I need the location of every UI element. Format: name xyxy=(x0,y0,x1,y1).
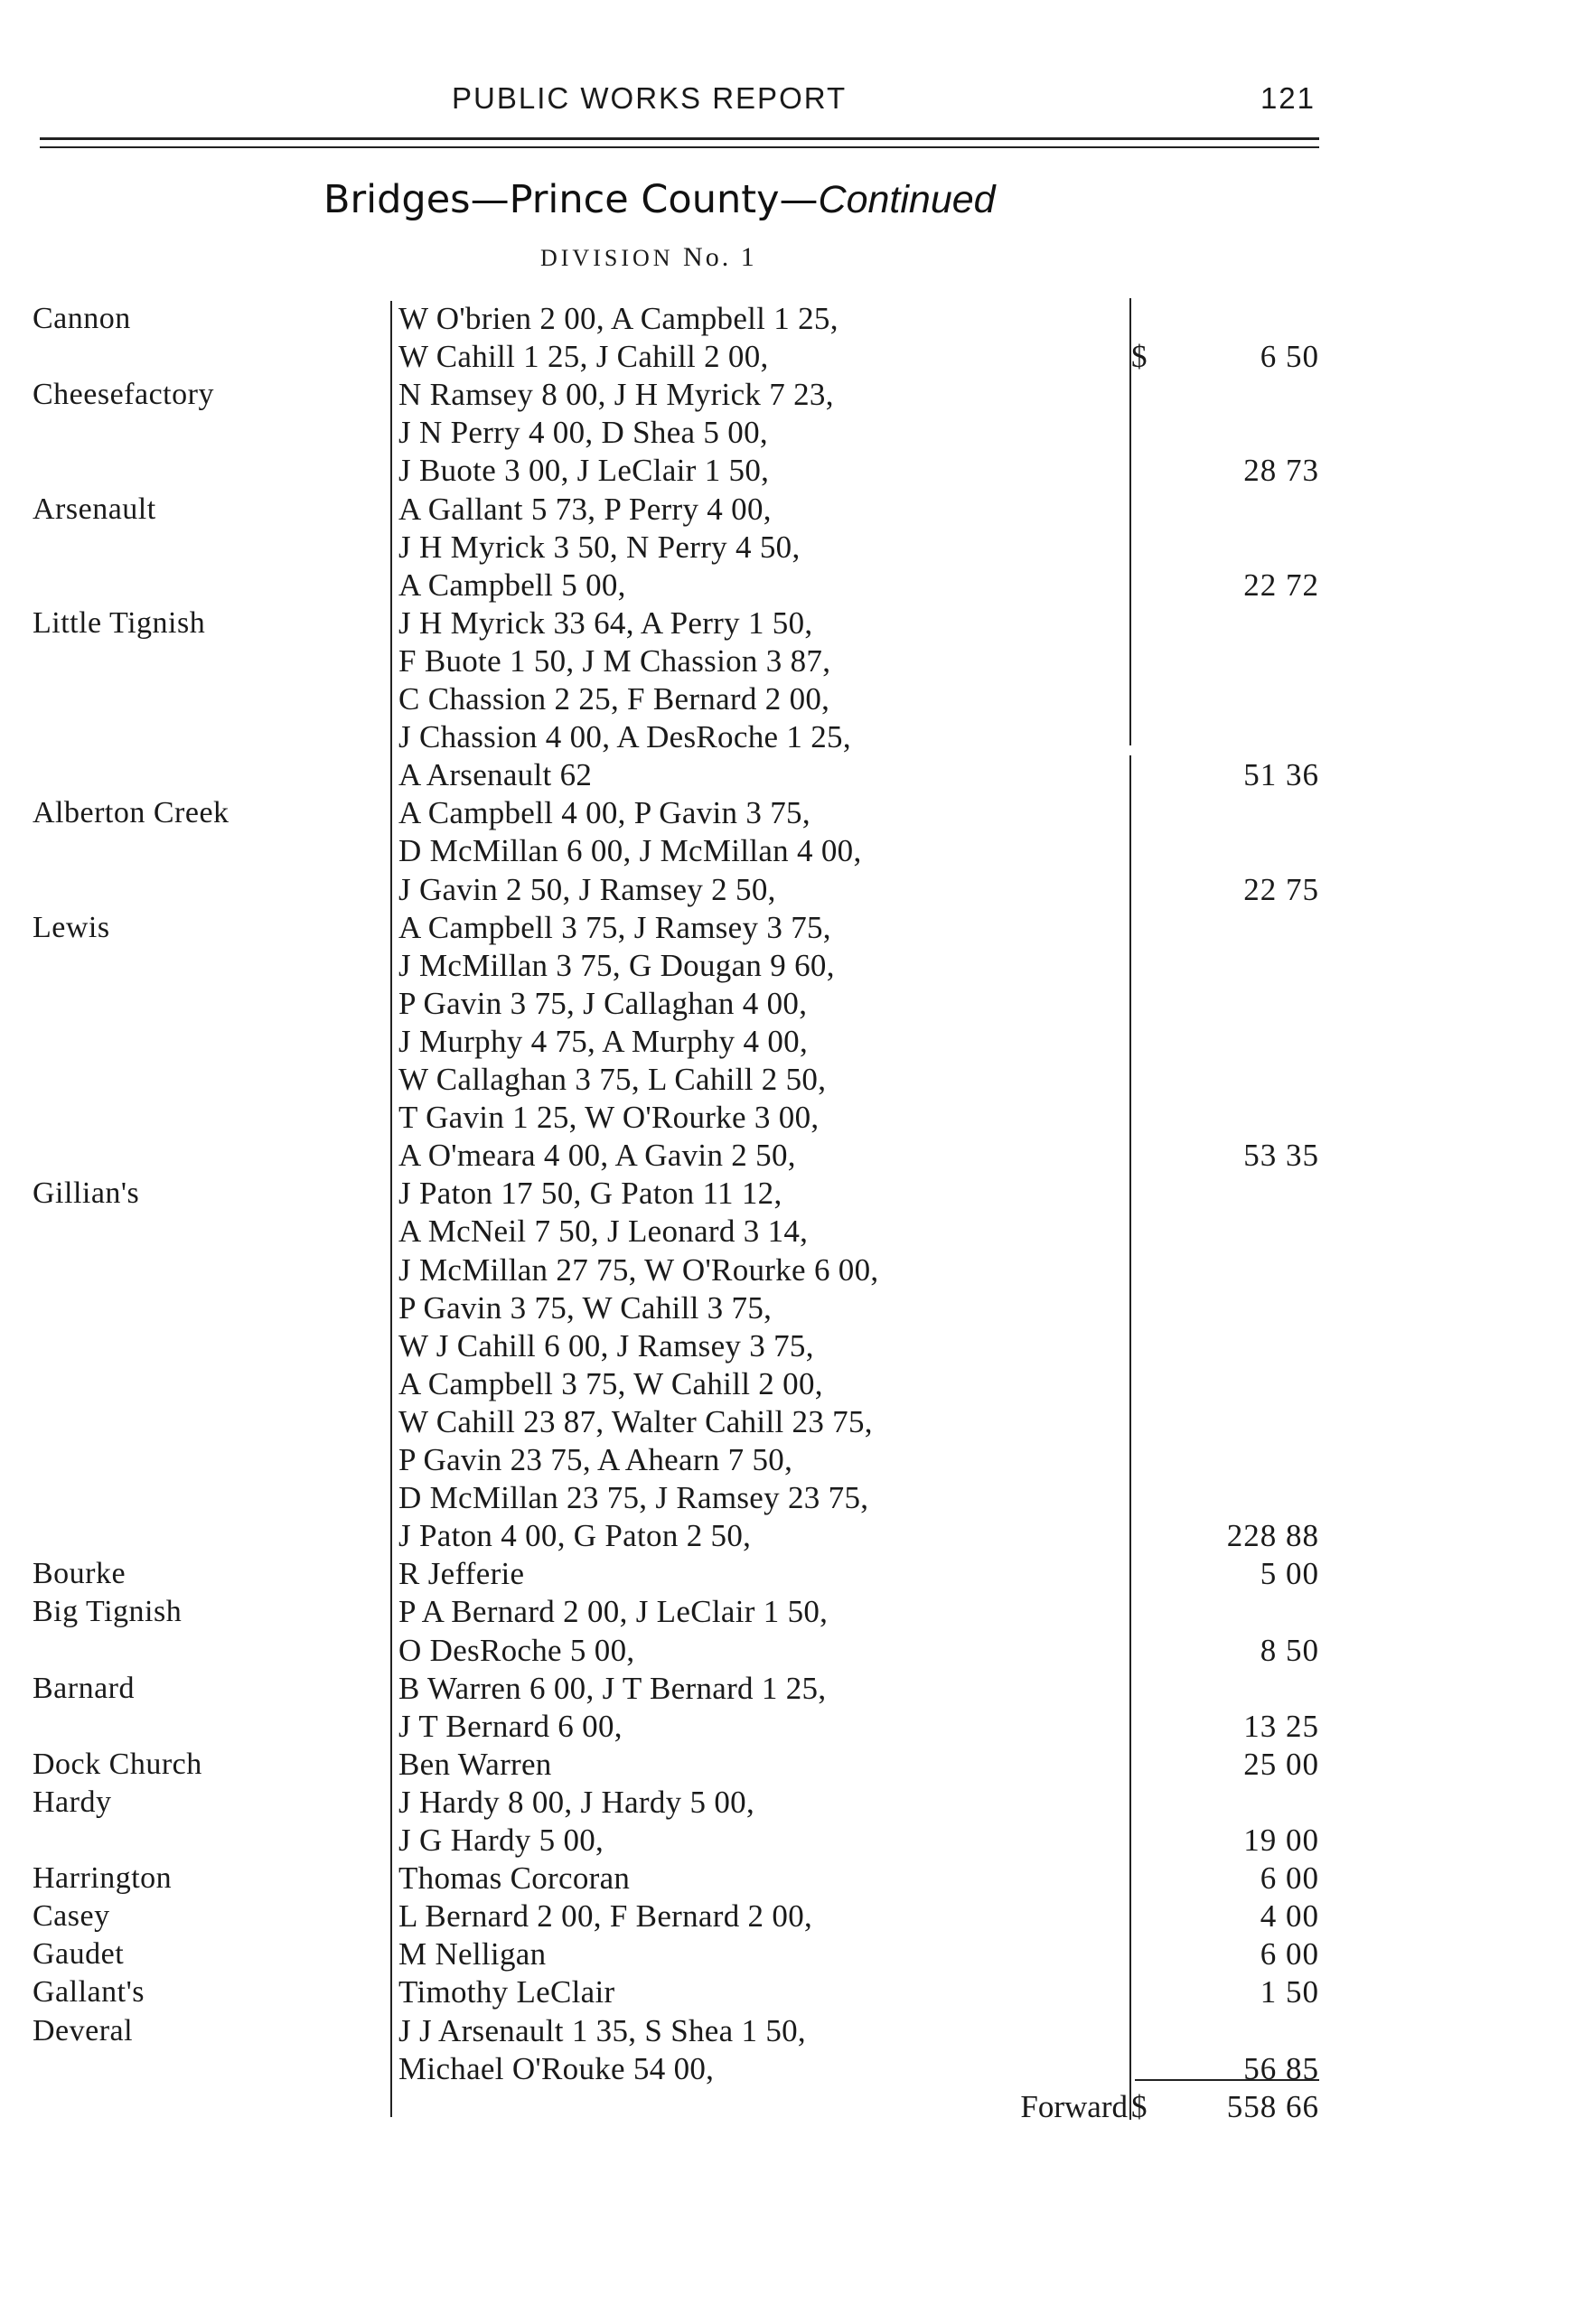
payee-list: L Bernard 2 00, F Bernard 2 00, xyxy=(398,1898,813,1935)
bridge-name: Bourke xyxy=(33,1557,126,1591)
payee-list: J McMillan 27 75, W O'Rourke 6 00, xyxy=(398,1251,879,1288)
page-number: 121 xyxy=(1260,81,1316,115)
ledger-row xyxy=(0,414,1574,452)
header-rule-top xyxy=(40,137,1319,140)
ledger-row xyxy=(0,491,1574,529)
payee-list: J J Arsenault 1 35, S Shea 1 50, xyxy=(398,2012,806,2048)
payee-list: J H Myrick 33 64, A Perry 1 50, xyxy=(398,604,813,641)
forward-amount: 558 66 xyxy=(1226,2088,1319,2124)
forward-label: Forward xyxy=(1020,2088,1128,2124)
row-amount: 53 35 xyxy=(1243,1138,1319,1174)
division-number: No. 1 xyxy=(683,242,757,272)
bridge-name: Harrington xyxy=(33,1861,173,1896)
ledger-row xyxy=(0,1708,1574,1746)
payee-list: T Gavin 1 25, W O'Rourke 3 00, xyxy=(398,1100,820,1136)
payee-list: C Chassion 2 25, F Bernard 2 00, xyxy=(398,681,830,717)
ledger-row xyxy=(0,909,1574,947)
ledger-row xyxy=(0,1327,1574,1365)
payee-list: A McNeil 7 50, J Leonard 3 14, xyxy=(398,1214,809,1250)
running-title: PUBLIC WORKS REPORT xyxy=(452,81,848,115)
bridge-name: Gaudet xyxy=(33,1937,125,1972)
division-label: DIVISION xyxy=(540,245,674,271)
ledger-row xyxy=(0,1784,1574,1822)
row-amount: 1 50 xyxy=(1260,1974,1319,2010)
ledger-row xyxy=(0,756,1574,794)
ledger-row xyxy=(0,1670,1574,1708)
row-amount: 28 73 xyxy=(1243,453,1319,489)
payee-list: R Jefferie xyxy=(398,1556,525,1592)
row-amount: 4 00 xyxy=(1260,1898,1319,1935)
payee-list: Ben Warren xyxy=(398,1746,552,1782)
payee-list: P Gavin 3 75, J Callaghan 4 00, xyxy=(398,985,808,1021)
payee-list: J T Bernard 6 00, xyxy=(398,1708,623,1744)
ledger-row xyxy=(0,1289,1574,1327)
ledger-row xyxy=(0,376,1574,414)
bridge-name: Cheesefactory xyxy=(33,378,214,412)
ledger-row xyxy=(0,1441,1574,1479)
ledger-row xyxy=(0,1822,1574,1860)
forward-line xyxy=(0,2088,1574,2126)
section-title xyxy=(323,177,996,222)
ledger-row xyxy=(0,985,1574,1023)
bridge-name: Lewis xyxy=(33,910,110,944)
bridge-name: Gallant's xyxy=(33,1975,145,2010)
payee-list: A Campbell 5 00, xyxy=(398,567,626,603)
ledger-row xyxy=(0,642,1574,680)
payee-list: J H Myrick 3 50, N Perry 4 50, xyxy=(398,529,801,565)
bridge-name: Gillian's xyxy=(33,1176,140,1211)
ledger-row xyxy=(0,2050,1574,2088)
ledger-row xyxy=(0,1555,1574,1593)
bridge-name: Deveral xyxy=(33,2013,134,2048)
row-amount: 51 36 xyxy=(1243,757,1319,793)
ledger-row xyxy=(0,871,1574,909)
payee-list: F Buote 1 50, J M Chassion 3 87, xyxy=(398,642,831,679)
payee-list: P Gavin 3 75, W Cahill 3 75, xyxy=(398,1289,773,1326)
payee-list: M Nelligan xyxy=(398,1936,547,1973)
bridge-name: Casey xyxy=(33,1899,110,1934)
row-amount: 8 50 xyxy=(1260,1632,1319,1668)
payee-list: D McMillan 23 75, J Ramsey 23 75, xyxy=(398,1480,869,1516)
section-title-continued: Continued xyxy=(818,178,996,221)
ledger-row xyxy=(0,1365,1574,1403)
payee-list: A Arsenault 62 xyxy=(398,757,593,793)
ledger-row xyxy=(0,1973,1574,2011)
payee-list: Thomas Corcoran xyxy=(398,1860,631,1897)
row-amount: 25 00 xyxy=(1243,1746,1319,1782)
payee-list: J Hardy 8 00, J Hardy 5 00, xyxy=(398,1784,755,1820)
header-rule-bottom xyxy=(40,146,1319,148)
payee-list: Timothy LeClair xyxy=(398,1974,615,2010)
row-amount: 6 00 xyxy=(1260,1936,1319,1973)
bridge-name: Big Tignish xyxy=(33,1595,183,1629)
bridge-name: Dock Church xyxy=(33,1747,202,1781)
payee-list: J Chassion 4 00, A DesRoche 1 25, xyxy=(398,719,851,755)
ledger-row xyxy=(0,1403,1574,1441)
payee-list: A Campbell 3 75, W Cahill 2 00, xyxy=(398,1365,823,1401)
payee-list: A Gallant 5 73, P Perry 4 00, xyxy=(398,491,772,527)
payee-list: J Paton 17 50, G Paton 11 12, xyxy=(398,1176,782,1212)
payee-list: A O'meara 4 00, A Gavin 2 50, xyxy=(398,1138,796,1174)
payee-list: J N Perry 4 00, D Shea 5 00, xyxy=(398,415,768,451)
payee-list: Michael O'Rouke 54 00, xyxy=(398,2050,715,2086)
row-amount: 5 00 xyxy=(1260,1556,1319,1592)
payee-list: J Murphy 4 75, A Murphy 4 00, xyxy=(398,1023,809,1059)
ledger-row xyxy=(0,1213,1574,1251)
payee-list: W J Cahill 6 00, J Ramsey 3 75, xyxy=(398,1327,814,1363)
payee-list: O DesRoche 5 00, xyxy=(398,1632,635,1668)
ledger-row xyxy=(0,567,1574,604)
row-amount: 13 25 xyxy=(1243,1708,1319,1744)
dollar-sign: $ xyxy=(1131,339,1148,375)
payee-list: W O'brien 2 00, A Campbell 1 25, xyxy=(398,301,839,336)
ledger-row xyxy=(0,452,1574,490)
ledger-row xyxy=(0,1175,1574,1213)
payee-list: N Ramsey 8 00, J H Myrick 7 23, xyxy=(398,377,834,413)
ledger-row xyxy=(0,1023,1574,1061)
ledger-row xyxy=(0,604,1574,642)
payee-list: J Gavin 2 50, J Ramsey 2 50, xyxy=(398,871,776,907)
payee-list: P Gavin 23 75, A Ahearn 7 50, xyxy=(398,1442,793,1477)
payee-list: J G Hardy 5 00, xyxy=(398,1823,604,1858)
ledger-row xyxy=(0,1251,1574,1289)
ledger-row xyxy=(0,1935,1574,1973)
ledger-row xyxy=(0,1632,1574,1670)
payee-list: J McMillan 3 75, G Dougan 9 60, xyxy=(398,947,835,983)
bridge-name: Arsenault xyxy=(33,492,156,526)
ledger-row xyxy=(0,1593,1574,1631)
row-amount: 22 75 xyxy=(1243,871,1319,907)
ledger-row xyxy=(0,2012,1574,2050)
ledger-row xyxy=(0,1137,1574,1175)
ledger-row xyxy=(0,832,1574,870)
ledger-row xyxy=(0,300,1574,338)
payee-list: J Paton 4 00, G Paton 2 50, xyxy=(398,1518,752,1554)
ledger-row xyxy=(0,1479,1574,1517)
forward-dollar-sign: $ xyxy=(1131,2088,1148,2124)
row-amount: 19 00 xyxy=(1243,1823,1319,1858)
row-amount: 228 88 xyxy=(1226,1518,1319,1554)
row-amount: 56 85 xyxy=(1243,2050,1319,2086)
section-title-main: Bridges—Prince County— xyxy=(323,177,819,222)
row-amount: 6 50 xyxy=(1260,339,1319,375)
ledger-row xyxy=(0,1061,1574,1099)
payee-list: W Cahill 23 87, Walter Cahill 23 75, xyxy=(398,1403,873,1439)
bridge-name: Barnard xyxy=(33,1671,136,1705)
row-amount: 22 72 xyxy=(1243,567,1319,603)
payee-list: B Warren 6 00, J T Bernard 1 25, xyxy=(398,1670,827,1706)
ledger-row xyxy=(0,1517,1574,1555)
ledger-row xyxy=(0,718,1574,756)
ledger-row xyxy=(0,794,1574,832)
bridge-name: Alberton Creek xyxy=(33,796,230,830)
ledger-row xyxy=(0,947,1574,985)
payee-list: P A Bernard 2 00, J LeClair 1 50, xyxy=(398,1594,829,1630)
bridge-name: Little Tignish xyxy=(33,605,206,640)
payee-list: J Buote 3 00, J LeClair 1 50, xyxy=(398,453,770,489)
ledger-row xyxy=(0,338,1574,376)
ledger-row xyxy=(0,1746,1574,1784)
running-head xyxy=(0,81,1574,121)
payee-list: A Campbell 4 00, P Gavin 3 75, xyxy=(398,795,810,831)
payee-list: W Cahill 1 25, J Cahill 2 00, xyxy=(398,339,769,375)
payee-list: A Campbell 3 75, J Ramsey 3 75, xyxy=(398,909,831,945)
ledger-row xyxy=(0,529,1574,567)
bridge-name: Cannon xyxy=(33,302,131,335)
payee-list: W Callaghan 3 75, L Cahill 2 50, xyxy=(398,1062,827,1097)
payee-list: D McMillan 6 00, J McMillan 4 00, xyxy=(398,833,862,869)
ledger-row xyxy=(0,1099,1574,1137)
bridge-name: Hardy xyxy=(33,1785,112,1819)
ledger-row xyxy=(0,1860,1574,1898)
division-heading xyxy=(540,242,757,273)
ledger-row xyxy=(0,680,1574,718)
ledger-row xyxy=(0,1898,1574,1935)
row-amount: 6 00 xyxy=(1260,1860,1319,1897)
